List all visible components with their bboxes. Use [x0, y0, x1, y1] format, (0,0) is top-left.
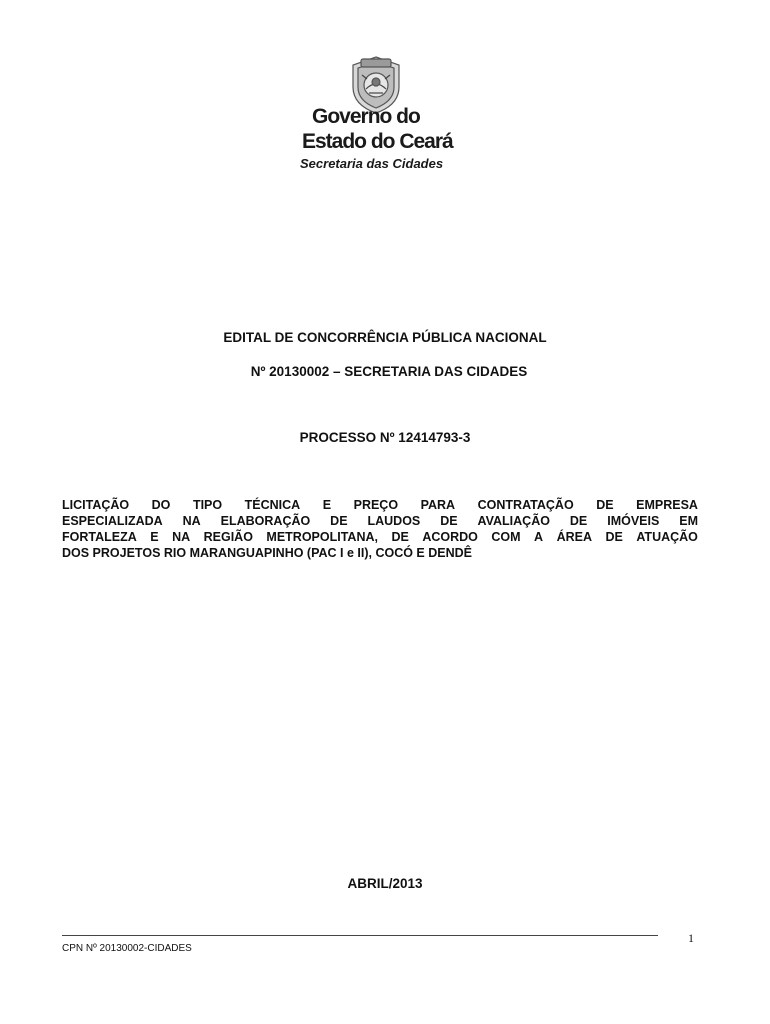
word: DE [330, 514, 348, 528]
paragraph-line [62, 529, 698, 545]
bidding-object-paragraph [62, 497, 698, 561]
word: LICITAÇÃO [62, 498, 130, 512]
word: DE [440, 514, 458, 528]
word: NA [182, 514, 201, 528]
page-number: 1 [688, 931, 694, 945]
word: COM [491, 530, 521, 544]
paragraph-line [62, 497, 698, 513]
word: ATUAÇÃO [636, 530, 698, 544]
word: FORTALEZA [62, 530, 137, 544]
word: AVALIAÇÃO [477, 514, 550, 528]
word: EM [679, 514, 698, 528]
word: DE [391, 530, 409, 544]
footer-reference: CPN Nº 20130002-CIDADES [62, 943, 192, 954]
word: E [150, 530, 159, 544]
word: PREÇO [353, 498, 399, 512]
word: E [322, 498, 332, 512]
paragraph-line [62, 513, 698, 529]
word: CONTRATAÇÃO [477, 498, 574, 512]
word: DE [605, 530, 623, 544]
government-name-line-2: Estado do Ceará [302, 130, 453, 153]
footer-divider [62, 935, 658, 936]
word: ESPECIALIZADA [62, 514, 163, 528]
word: ACORDO [422, 530, 478, 544]
document-title: EDITAL DE CONCORRÊNCIA PÚBLICA NACIONAL [223, 330, 547, 345]
word: EMPRESA [636, 498, 698, 512]
word: DO [151, 498, 171, 512]
word: DE [569, 514, 588, 528]
word: NA [172, 530, 191, 544]
word: TIPO [192, 498, 223, 512]
paragraph-line [62, 545, 698, 561]
word: PARA [420, 498, 456, 512]
government-name-line-1: Governo do [312, 105, 420, 128]
word: A [534, 530, 544, 544]
process-number: PROCESSO Nº 12414793-3 [299, 430, 471, 445]
word: ÁREA [556, 530, 592, 544]
word: DE [596, 498, 614, 512]
word: TÉCNICA [244, 498, 301, 512]
word: LAUDOS [367, 514, 421, 528]
department-name: Secretaria das Cidades [300, 156, 444, 171]
word: METROPOLITANA, [266, 530, 378, 544]
word: IMÓVEIS [607, 514, 660, 528]
paragraph-last-line: DOS PROJETOS RIO MARANGUAPINHO (PAC I e II), COCÓ E DENDÊ [62, 546, 472, 560]
document-number: Nº 20130002 – SECRETARIA DAS CIDADES [250, 364, 528, 379]
word: ELABORAÇÃO [220, 514, 311, 528]
document-date: ABRIL/2013 [347, 876, 423, 891]
word: REGIÃO [203, 530, 253, 544]
